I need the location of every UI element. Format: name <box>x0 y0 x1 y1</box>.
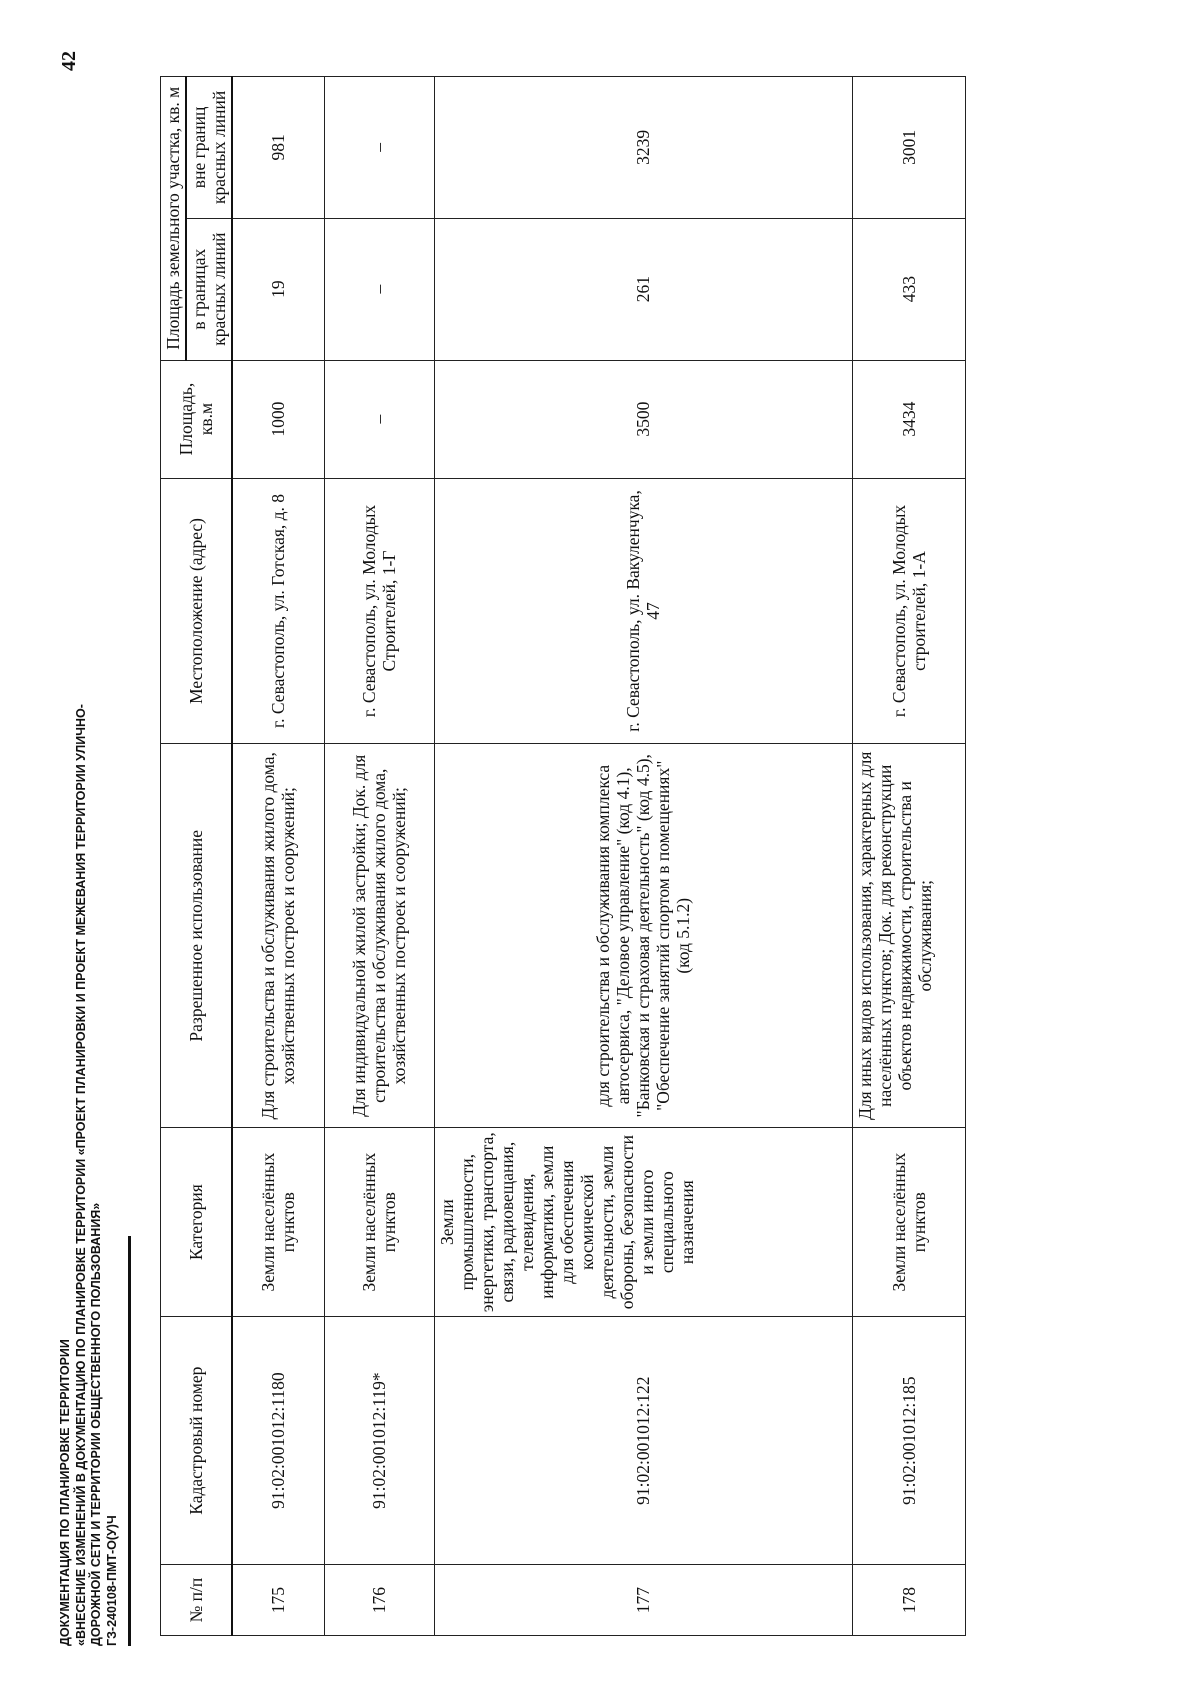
header-cadastral: Кадастровый номер <box>161 1317 233 1565</box>
cell-location: г. Севастополь, ул. Молодых Строителей, 1-Г <box>324 478 434 744</box>
page-number: 42 <box>58 51 80 71</box>
header-inside-red-lines: в границах красных линий <box>186 218 232 360</box>
cell-use: Для строительства и обслуживания жилого дома, хозяйственных построек и сооружений; <box>232 744 324 1128</box>
cell-num: 175 <box>232 1565 324 1636</box>
cell-location: г. Севастополь, ул. Молодых строителей, 1-А <box>852 478 965 744</box>
document-header <box>58 546 120 1646</box>
cell-cadastral: 91:02:001012:1180 <box>232 1317 324 1565</box>
cell-location: г. Севастополь, ул. Вакуленчука, 47 <box>434 478 852 744</box>
cell-outside: – <box>324 77 434 219</box>
header-category: Категория <box>161 1128 233 1317</box>
cell-area: 3434 <box>852 360 965 478</box>
header-plot-area: Площадь земельного участка, кв. м <box>161 77 187 361</box>
cell-cadastral: 91:02:001012:185 <box>852 1317 965 1565</box>
cell-inside: 261 <box>434 218 852 360</box>
header-num: № п/п <box>161 1565 233 1636</box>
cell-outside: 3001 <box>852 77 965 219</box>
header-line-4: ГЗ-240108-ПМТ-О(У)Ч <box>104 1515 119 1646</box>
cell-inside: 433 <box>852 218 965 360</box>
cell-area: – <box>324 360 434 478</box>
cell-area: 3500 <box>434 360 852 478</box>
cell-category: Земли населённых пунктов <box>232 1128 324 1317</box>
table-row <box>232 77 324 1636</box>
header-line-3: ДОРОЖНОЙ СЕТИ И ТЕРРИТОРИИ ОБЩЕСТВЕННОГО ПОЛЬЗОВАНИЯ» <box>89 1202 103 1646</box>
cell-use <box>852 744 965 1128</box>
cell-cadastral: 91:02:001012:122 <box>434 1317 852 1565</box>
cell-category: Земли промышленности, энергетики, транспорта, связи, радиовещания, телевидения, информатики, земли для обеспечения космической деятельности, земли обороны, безопасности и земли иного специального назначения <box>434 1128 852 1317</box>
cell-inside: – <box>324 218 434 360</box>
header-line-2: «ВНЕСЕНИЕ ИЗМЕНЕНИЙ В ДОКУМЕНТАЦИЮ ПО ПЛАНИРОВКЕ ТЕРРИТОРИИ «ПРОЕКТ ПЛАНИРОВКИ И ПРОЕКТ МЕЖЕВАНИЯ ТЕРРИТОРИИ УЛИЧНО- <box>73 704 88 1646</box>
cell-cadastral: 91:02:001012:119* <box>324 1317 434 1565</box>
table-row <box>434 77 852 1636</box>
cell-outside: 3239 <box>434 77 852 219</box>
table-row <box>324 77 434 1636</box>
cell-use: Для индивидуальной жилой застройки; Док. для строительства и обслуживания жилого дома, хозяйственных построек и сооружений; <box>324 744 434 1128</box>
cell-use-text: Для иных видов использования, характерных для населённых пунктов; Док. для реконструкции объектов недвижимости, строительства и обслуживания; <box>854 751 935 1120</box>
land-plots-table <box>160 76 966 1636</box>
cell-outside: 981 <box>232 77 324 219</box>
cell-num: 176 <box>324 1565 434 1636</box>
header-divider <box>128 1236 131 1646</box>
header-use: Разрешенное использование <box>161 744 233 1128</box>
cell-area: 1000 <box>232 360 324 478</box>
header-area: Площадь, кв.м <box>161 360 233 478</box>
cell-category: Земли населённых пунктов <box>324 1128 434 1317</box>
cell-num: 178 <box>852 1565 965 1636</box>
cell-location: г. Севастополь, ул. Готская, д. 8 <box>232 478 324 744</box>
header-location: Местоположение (адрес) <box>161 478 233 744</box>
cell-inside: 19 <box>232 218 324 360</box>
cell-num: 177 <box>434 1565 852 1636</box>
cell-category: Земли населённых пунктов <box>852 1128 965 1317</box>
cell-use: для строительства и обслуживания комплекса автосервиса, "Деловое управление" (код 4.1), "Банковская и страховая деятельность" (код 4.5), "Обеспечение занятий спортом в помещениях" (код 5.1.2) <box>434 744 852 1128</box>
table-row <box>852 77 965 1636</box>
header-outside-red-lines: вне границ красных линий <box>186 77 232 219</box>
header-line-1: ДОКУМЕНТАЦИЯ ПО ПЛАНИРОВКЕ ТЕРРИТОРИИ <box>58 1339 72 1646</box>
table-header <box>161 77 233 1636</box>
